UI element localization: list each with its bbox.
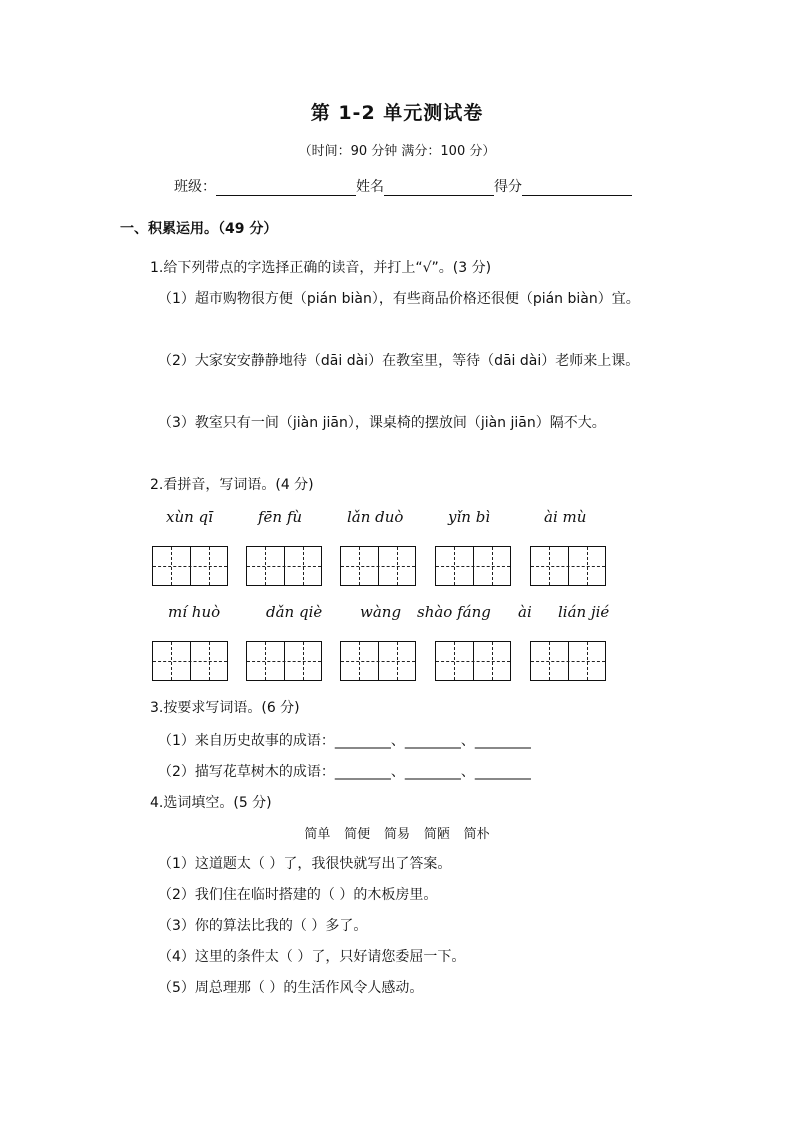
q3-item-2: （2）描写花草树木的成语：________、________、________ — [158, 764, 531, 780]
pinyin-label: xùn qī — [166, 508, 213, 526]
q2-prompt: 2.看拼音，写词语。(4 分) — [150, 477, 314, 493]
writing-grid[interactable] — [246, 641, 322, 681]
info-line — [174, 176, 632, 196]
pinyin-label: ài — [518, 603, 532, 621]
q4-item-5: （5）周总理那（ ）的生活作风令人感动。 — [158, 980, 424, 996]
pinyin-label: dǎn qiè — [266, 603, 323, 621]
q1-item-1: （1）超市购物很方便（pián biàn），有些商品价格还很便（pián biàn）宜。 — [158, 291, 640, 307]
q1-item-2: （2）大家安安静静地待（dāi dài）在教室里，等待（dāi dài）老师来上课。 — [158, 353, 640, 369]
writing-grid[interactable] — [152, 546, 228, 586]
q1-item-3: （3）教室只有一间（jiàn jiān），课桌椅的摆放间（jiàn jiān）隔不大。 — [158, 415, 606, 431]
page-title: 第 1-2 单元测试卷 — [310, 102, 484, 124]
q4-item-3: （3）你的算法比我的（ ）多了。 — [158, 918, 368, 934]
writing-grid[interactable] — [340, 546, 416, 586]
pinyin-label: fēn fù — [258, 508, 303, 526]
q4-item-2: （2）我们住在临时搭建的（ ）的木板房里。 — [158, 887, 438, 903]
pinyin-label: lián jié — [558, 603, 610, 621]
name-blank[interactable] — [384, 181, 494, 196]
pinyin-label: wàng — [360, 603, 402, 621]
q3-prompt: 3.按要求写词语。(6 分) — [150, 700, 300, 716]
score-blank[interactable] — [522, 181, 632, 196]
pinyin-label: shào fáng — [417, 603, 491, 621]
writing-grid[interactable] — [530, 546, 606, 586]
word-choices: 简单 简便 简易 简陋 简朴 — [304, 827, 490, 842]
q4-prompt: 4.选词填空。(5 分) — [150, 795, 272, 811]
pinyin-label: ài mù — [544, 508, 587, 526]
writing-grid[interactable] — [435, 546, 511, 586]
exam-time-score: （时间：90 分钟 满分：100 分） — [298, 144, 496, 159]
q4-item-1: （1）这道题太（ ）了，我很快就写出了答案。 — [158, 856, 452, 872]
name-label: 姓名 — [356, 179, 384, 195]
writing-grid[interactable] — [152, 641, 228, 681]
pinyin-label: lǎn duò — [347, 508, 404, 526]
pinyin-label: mí huò — [168, 603, 221, 621]
writing-grid[interactable] — [530, 641, 606, 681]
writing-grid[interactable] — [246, 546, 322, 586]
q3-item-1: （1）来自历史故事的成语：________、________、________ — [158, 733, 531, 749]
q4-item-4: （4）这里的条件太（ ）了，只好请您委屈一下。 — [158, 949, 466, 965]
q1-prompt: 1.给下列带点的字选择正确的读音，并打上“√”。(3 分) — [150, 260, 492, 276]
class-label: 班级： — [174, 179, 216, 195]
score-label: 得分 — [494, 179, 522, 195]
section-heading: 一、积累运用。（49 分） — [120, 221, 278, 237]
pinyin-label: yǐn bì — [448, 508, 491, 526]
class-blank[interactable] — [216, 181, 356, 196]
writing-grid[interactable] — [340, 641, 416, 681]
writing-grid[interactable] — [435, 641, 511, 681]
